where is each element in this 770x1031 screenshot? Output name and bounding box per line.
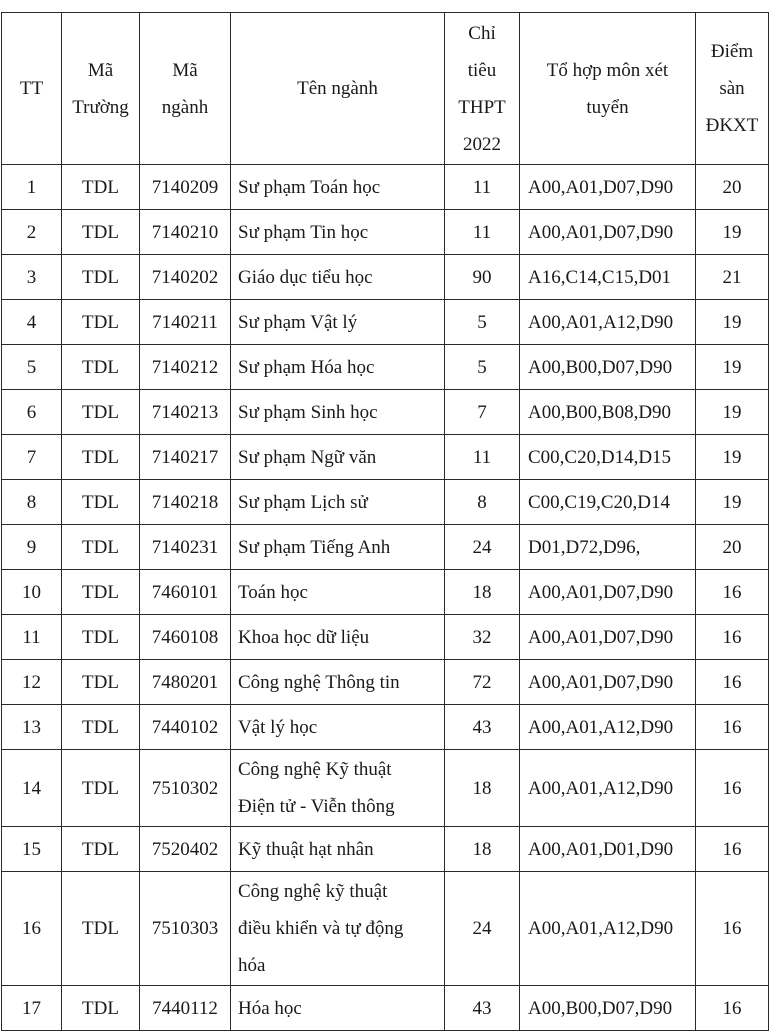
table-row [2,750,769,827]
cell-to-hop: A16,C14,C15,D01 [520,255,696,300]
table-body [2,165,769,1031]
table-row [2,872,769,986]
cell-chi-tieu: 18 [445,570,520,615]
cell-tt: 6 [2,390,62,435]
cell-ten-nganh: Sư phạm Sinh học [231,390,445,435]
header-ma-truong: Mã Trường [62,13,140,165]
cell-ten-nganh: Công nghệ kỹ thuật điều khiển và tự động hóa [231,872,445,986]
cell-ma-nganh: 7140202 [140,255,231,300]
cell-diem-san: 16 [696,660,769,705]
header-diem-san: Điểm sàn ĐKXT [696,13,769,165]
cell-diem-san: 16 [696,827,769,872]
cell-diem-san: 19 [696,345,769,390]
cell-diem-san: 19 [696,300,769,345]
cell-tt: 8 [2,480,62,525]
cell-to-hop: C00,C20,D14,D15 [520,435,696,480]
cell-ma-nganh: 7520402 [140,827,231,872]
cell-ten-nganh: Công nghệ Thông tin [231,660,445,705]
cell-ma-nganh: 7440102 [140,705,231,750]
header-ten-nganh: Tên ngành [231,13,445,165]
cell-chi-tieu: 43 [445,986,520,1031]
cell-truong: TDL [62,615,140,660]
cell-truong: TDL [62,986,140,1031]
cell-tt: 3 [2,255,62,300]
cell-diem-san: 20 [696,165,769,210]
header-tt: TT [2,13,62,165]
cell-chi-tieu: 5 [445,300,520,345]
table-row [2,615,769,660]
cell-ma-nganh: 7460108 [140,615,231,660]
cell-ten-nganh: Giáo dục tiểu học [231,255,445,300]
cell-tt: 4 [2,300,62,345]
header-to-hop: Tổ hợp môn xét tuyển [520,13,696,165]
cell-chi-tieu: 11 [445,435,520,480]
cell-ten-nganh: Vật lý học [231,705,445,750]
cell-ma-nganh: 7140209 [140,165,231,210]
cell-diem-san: 19 [696,480,769,525]
cell-diem-san: 16 [696,750,769,827]
header-row [2,13,769,165]
table-row [2,986,769,1031]
cell-ten-nganh: Công nghệ Kỹ thuật Điện tử - Viễn thông [231,750,445,827]
cell-ma-nganh: 7460101 [140,570,231,615]
cell-truong: TDL [62,570,140,615]
cell-ten-nganh: Sư phạm Toán học [231,165,445,210]
cell-tt: 13 [2,705,62,750]
cell-ma-nganh: 7140212 [140,345,231,390]
cell-tt: 2 [2,210,62,255]
cell-tt: 9 [2,525,62,570]
cell-ten-nganh: Kỹ thuật hạt nhân [231,827,445,872]
table-row [2,525,769,570]
cell-truong: TDL [62,827,140,872]
cell-ten-nganh: Hóa học [231,986,445,1031]
cell-to-hop: A00,B00,D07,D90 [520,986,696,1031]
cell-tt: 10 [2,570,62,615]
cell-chi-tieu: 72 [445,660,520,705]
cell-to-hop: A00,A01,D07,D90 [520,615,696,660]
cell-diem-san: 19 [696,210,769,255]
table-row [2,827,769,872]
cell-tt: 7 [2,435,62,480]
cell-tt: 1 [2,165,62,210]
table-row [2,345,769,390]
table-row [2,300,769,345]
cell-chi-tieu: 7 [445,390,520,435]
table-row [2,165,769,210]
cell-to-hop: A00,A01,D07,D90 [520,165,696,210]
cell-truong: TDL [62,210,140,255]
cell-truong: TDL [62,750,140,827]
admissions-table [1,12,769,1031]
cell-to-hop: A00,A01,D07,D90 [520,660,696,705]
cell-tt: 12 [2,660,62,705]
cell-chi-tieu: 18 [445,750,520,827]
cell-ma-nganh: 7140217 [140,435,231,480]
cell-diem-san: 19 [696,435,769,480]
cell-chi-tieu: 90 [445,255,520,300]
cell-chi-tieu: 11 [445,210,520,255]
cell-diem-san: 16 [696,872,769,986]
cell-to-hop: A00,A01,A12,D90 [520,872,696,986]
cell-truong: TDL [62,660,140,705]
header-chi-tieu: Chỉ tiêu THPT 2022 [445,13,520,165]
table-row [2,480,769,525]
cell-truong: TDL [62,165,140,210]
cell-ma-nganh: 7140210 [140,210,231,255]
cell-to-hop: A00,B00,D07,D90 [520,345,696,390]
cell-diem-san: 21 [696,255,769,300]
cell-tt: 15 [2,827,62,872]
cell-ten-nganh: Sư phạm Tin học [231,210,445,255]
table-row [2,660,769,705]
cell-to-hop: A00,A01,A12,D90 [520,750,696,827]
cell-chi-tieu: 43 [445,705,520,750]
cell-chi-tieu: 8 [445,480,520,525]
table-row [2,210,769,255]
cell-to-hop: D01,D72,D96, [520,525,696,570]
cell-diem-san: 19 [696,390,769,435]
cell-tt: 16 [2,872,62,986]
cell-ma-nganh: 7140218 [140,480,231,525]
table-row [2,255,769,300]
cell-chi-tieu: 11 [445,165,520,210]
cell-ten-nganh: Khoa học dữ liệu [231,615,445,660]
cell-tt: 14 [2,750,62,827]
cell-ma-nganh: 7140231 [140,525,231,570]
cell-ten-nganh: Toán học [231,570,445,615]
cell-diem-san: 20 [696,525,769,570]
cell-truong: TDL [62,300,140,345]
cell-chi-tieu: 24 [445,525,520,570]
header-ma-nganh: Mã ngành [140,13,231,165]
cell-to-hop: A00,A01,D07,D90 [520,210,696,255]
cell-ma-nganh: 7440112 [140,986,231,1031]
cell-ten-nganh: Sư phạm Vật lý [231,300,445,345]
cell-ma-nganh: 7480201 [140,660,231,705]
table-row [2,390,769,435]
cell-truong: TDL [62,872,140,986]
cell-to-hop: C00,C19,C20,D14 [520,480,696,525]
cell-chi-tieu: 24 [445,872,520,986]
cell-tt: 5 [2,345,62,390]
cell-ten-nganh: Sư phạm Tiếng Anh [231,525,445,570]
cell-truong: TDL [62,345,140,390]
cell-to-hop: A00,A01,A12,D90 [520,300,696,345]
cell-ten-nganh: Sư phạm Lịch sử [231,480,445,525]
cell-to-hop: A00,A01,D01,D90 [520,827,696,872]
cell-truong: TDL [62,705,140,750]
cell-diem-san: 16 [696,986,769,1031]
cell-diem-san: 16 [696,615,769,660]
cell-ten-nganh: Sư phạm Hóa học [231,345,445,390]
cell-chi-tieu: 5 [445,345,520,390]
cell-tt: 11 [2,615,62,660]
cell-tt: 17 [2,986,62,1031]
cell-ma-nganh: 7140213 [140,390,231,435]
cell-chi-tieu: 18 [445,827,520,872]
cell-to-hop: A00,A01,D07,D90 [520,570,696,615]
cell-diem-san: 16 [696,705,769,750]
table-row [2,570,769,615]
cell-ma-nganh: 7510302 [140,750,231,827]
table-row [2,435,769,480]
cell-truong: TDL [62,435,140,480]
cell-truong: TDL [62,255,140,300]
cell-ten-nganh: Sư phạm Ngữ văn [231,435,445,480]
cell-ma-nganh: 7510303 [140,872,231,986]
cell-ma-nganh: 7140211 [140,300,231,345]
cell-truong: TDL [62,525,140,570]
table-row [2,705,769,750]
cell-to-hop: A00,B00,B08,D90 [520,390,696,435]
cell-to-hop: A00,A01,A12,D90 [520,705,696,750]
cell-truong: TDL [62,480,140,525]
cell-diem-san: 16 [696,570,769,615]
cell-truong: TDL [62,390,140,435]
cell-chi-tieu: 32 [445,615,520,660]
